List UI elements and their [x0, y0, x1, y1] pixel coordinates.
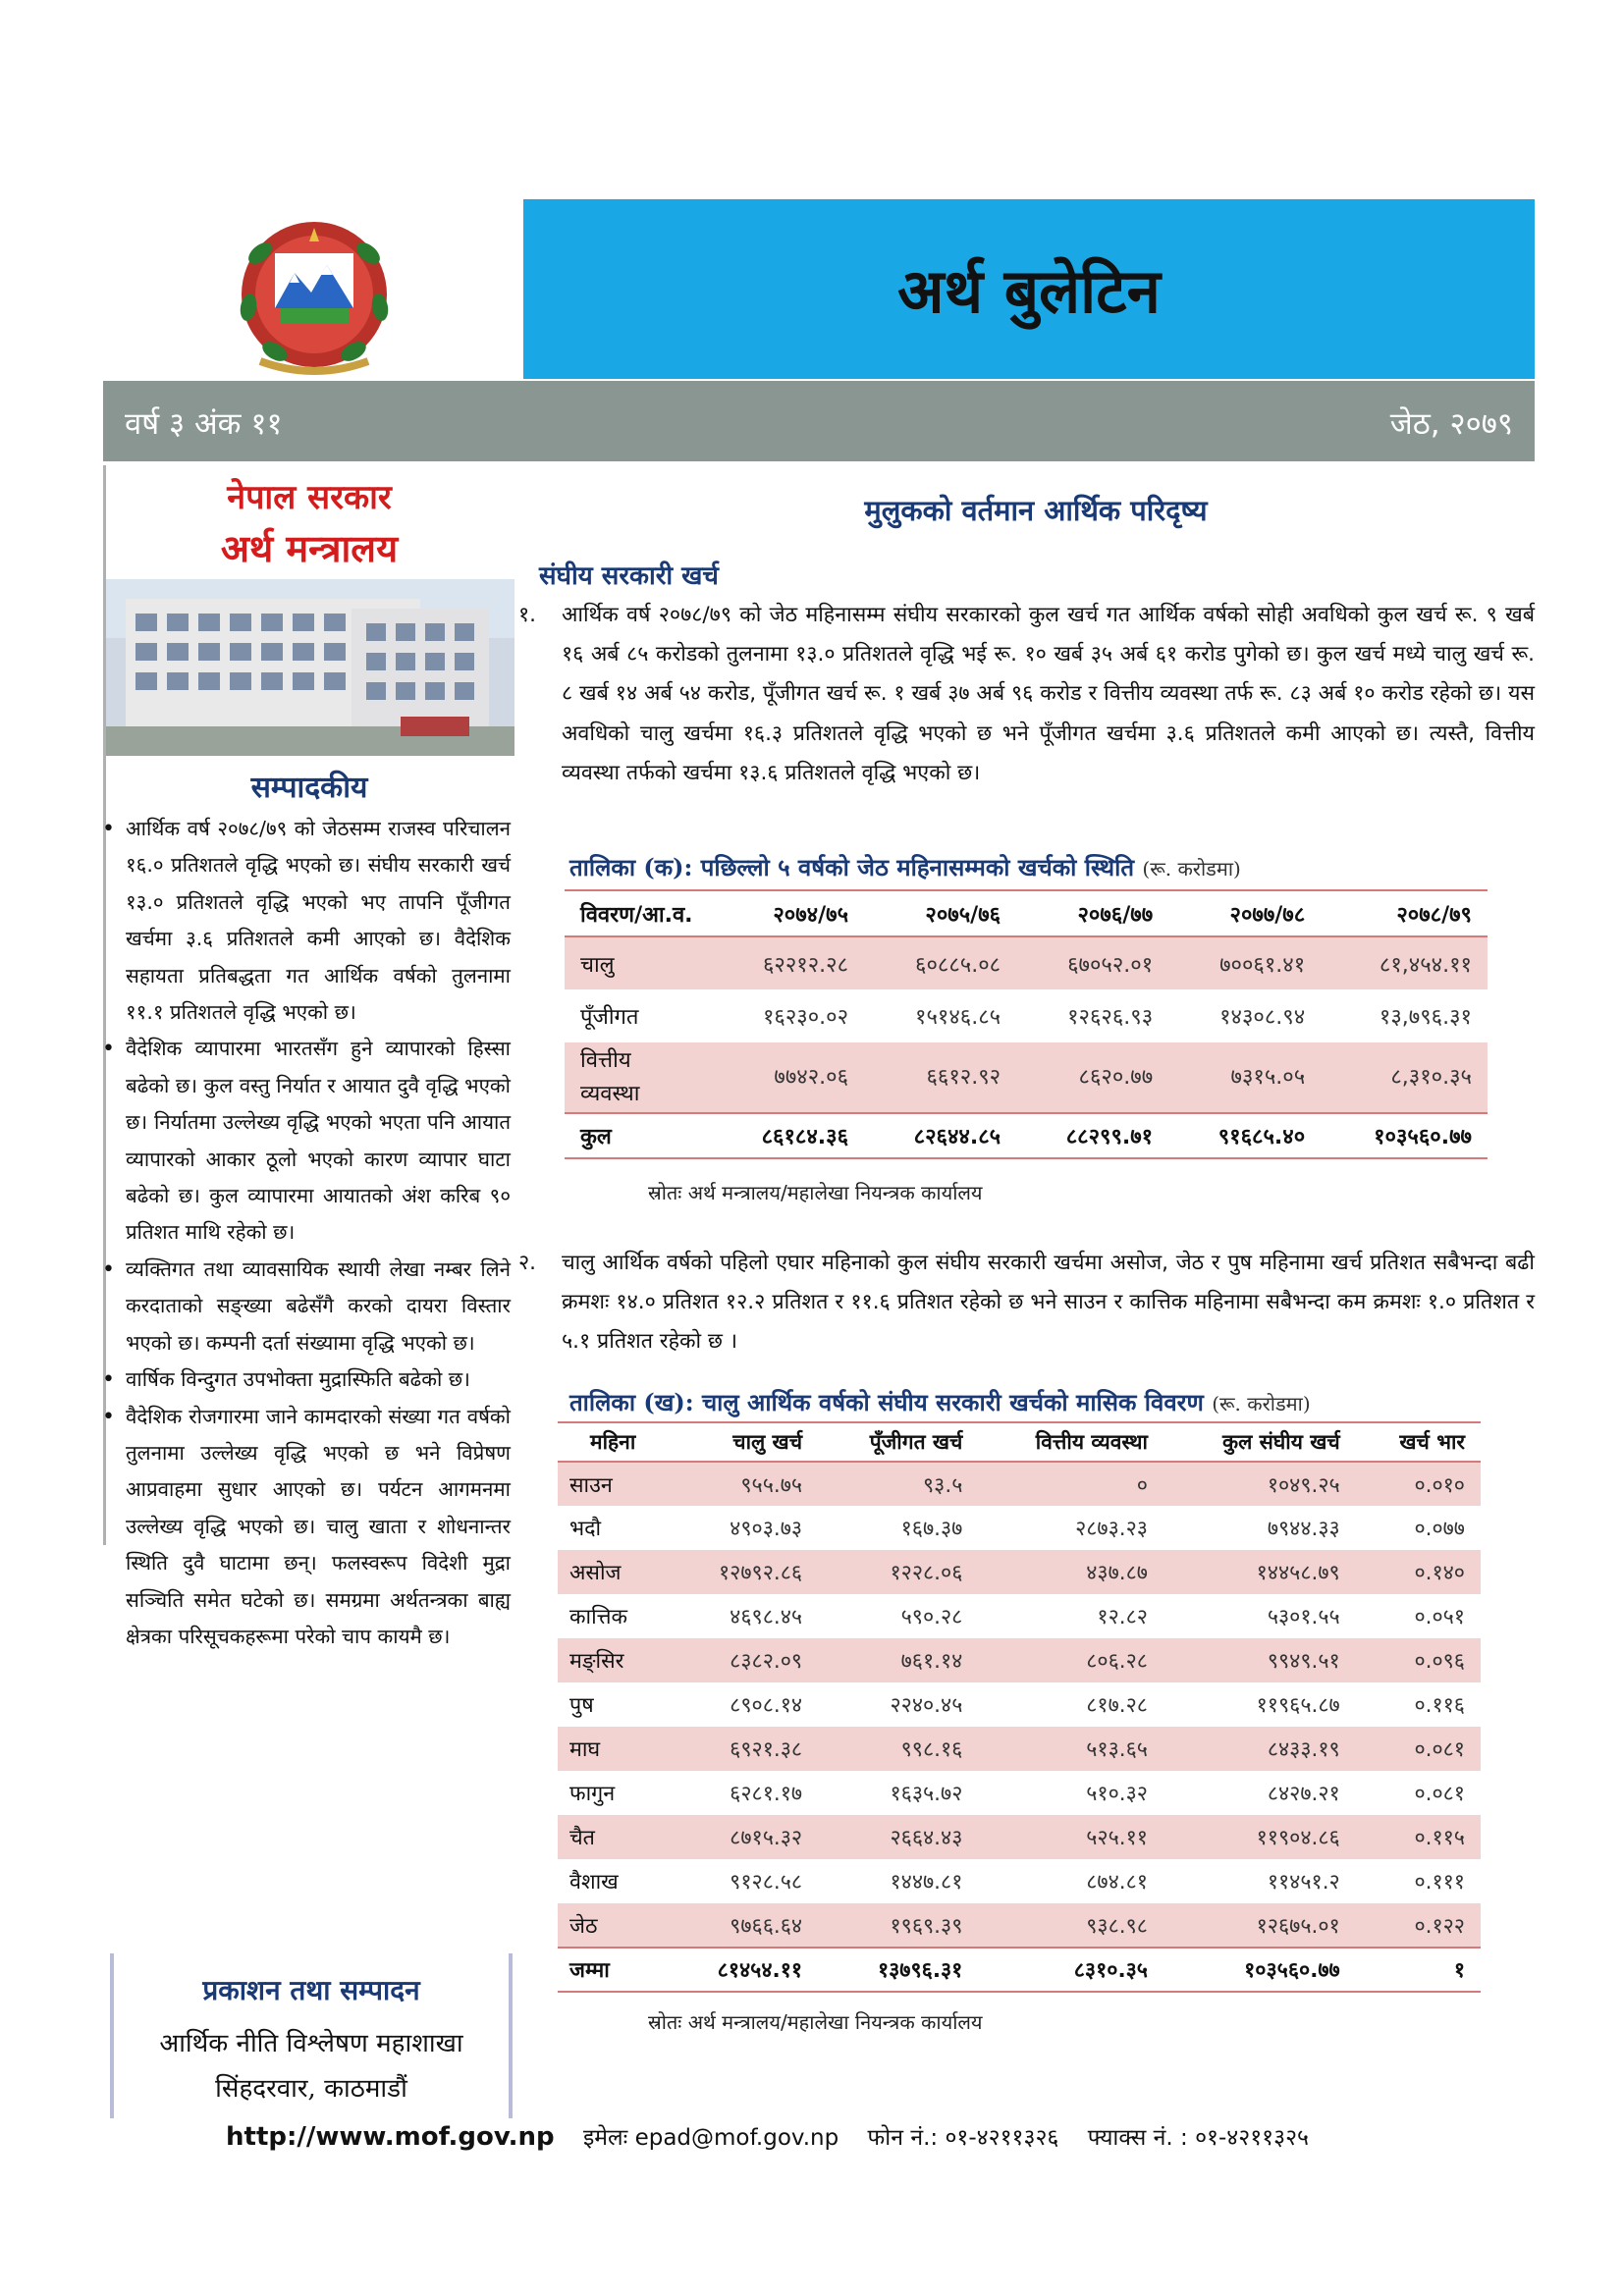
list-item: • वार्षिक विन्दुगत उपभोक्ता मुद्रास्फिति बढेको छ। — [98, 1362, 511, 1398]
table-cell: साउन — [558, 1462, 668, 1506]
list-item: • व्यक्तिगत तथा व्यावसायिक स्थायी लेखा नम्बर लिने करदाताको सङ्ख्या बढेसँगै करको दायरा विस्तार भएको छ। कम्पनी दर्ता संख्यामा वृद्धि भएको छ। — [98, 1252, 511, 1362]
table-cell: ६२२१२.२८ — [712, 936, 864, 989]
table-cell: ९३८.९८ — [978, 1903, 1163, 1948]
table-cell: ५३०१.५५ — [1267, 1605, 1340, 1629]
fax-text: फ्याक्स नं. : ०१-४२११३२५ — [1087, 2125, 1310, 2151]
column-header: खर्च भार — [1356, 1422, 1481, 1462]
paragraph-2 — [518, 1244, 1535, 1362]
table-cell: ८२६४४.८५ — [864, 1113, 1016, 1158]
phone-text: फोन नं.: ०१-४२११३२६ — [867, 2125, 1059, 2151]
paragraph-text: आर्थिक वर्ष २०७८/७९ को जेठ महिनासम्म संघीय सरकारको कुल खर्च गत आर्थिक वर्षको सोही अवधिको कुल खर्च रू. ९ खर्ब १६ अर्ब ८५ करोडको तुलनामा १३.० प्रतिशतले वृद्धि भई रू. १० खर्ब ३५ अर्ब ६१ करोड पुगेको छ। कुल खर्च मध्ये चालु खर्च रू. ८ खर्ब १४ अर्ब ५४ करोड, पूँजीगत खर्च रू. १ खर्ब ३७ अर्ब ९६ करोड र वित्तीय व्यवस्था तर्फ रू. ८३ अर्ब १० करोड रहेको छ। यस अवधिको चालु खर्चमा १६.३ प्रतिशतले वृद्धि भएको छ भने पूँजीगत खर्चमा ३.६ प्रतिशतले कमी आएको छ। त्यस्तै, वित्तीय व्यवस्था तर्फको खर्चमा १३.६ प्रतिशतले वृद्धि भएको छ। — [562, 603, 1535, 785]
table-cell: ६२८१.१७ — [730, 1782, 803, 1806]
table-cell: ७३१५.०५ — [1168, 1042, 1321, 1113]
table-header-row — [558, 1422, 1481, 1462]
website-link[interactable]: http://www.mof.gov.np — [226, 2122, 555, 2152]
ministry-name: अर्थ मन्त्रालय — [220, 526, 399, 570]
table-cell: ८६१८४.३६ — [712, 1113, 864, 1158]
table-cell: ८४३३.१९ — [1163, 1727, 1356, 1771]
table-cell: ७७४२.०६ — [712, 1042, 864, 1113]
paragraph-1 — [518, 596, 1535, 793]
nepal-emblem-icon — [221, 214, 407, 381]
table-cell: ८०६.२८ — [978, 1638, 1163, 1682]
table-cell: वित्तीय व्यवस्था — [565, 1042, 712, 1113]
table-cell: २८७३.२३ — [1075, 1517, 1148, 1541]
footer-contact — [226, 2120, 1502, 2152]
table-a-title — [569, 851, 1241, 883]
table-cell: ५१०.३२ — [1086, 1782, 1148, 1806]
column-header: २०७७/७८ — [1168, 890, 1321, 936]
table-cell: ०.०१० — [1356, 1462, 1481, 1506]
table-cell: १०३५६०.७७ — [1321, 1113, 1488, 1158]
table-b-title-text: तालिका (ख): चालु आर्थिक वर्षको संघीय सरकारी खर्चको मासिक विवरण — [569, 1388, 1204, 1416]
table-cell: वैशाख — [569, 1870, 619, 1895]
table-cell: ०.०८१ — [1356, 1727, 1481, 1771]
table-cell: ०.१११ — [1414, 1870, 1465, 1895]
table-cell: ५१३.६५ — [978, 1727, 1163, 1771]
table-cell: १ — [1356, 1948, 1481, 1992]
table-cell: १२.८२ — [1097, 1605, 1148, 1629]
table-cell: ६०८८५.०८ — [864, 936, 1016, 989]
table-cell: ०.१४० — [1356, 1550, 1481, 1594]
table-cell: ८७१५.३२ — [668, 1815, 818, 1859]
list-item: • वैदेशिक व्यापारमा भारतसँग हुने व्यापारको हिस्सा बढेको छ। कुल वस्तु निर्यात र आयात दुवै वृद्धि भएको छ। निर्यातमा उल्लेख्य वृद्धि भएको भएता पनि आयात व्यापारको आकार ठूलो भएको कारण व्यापार घाटा बढेको छ। कुल व्यापारमा आयातको अंश करिब ९० प्रतिशत माथि रहेको छ। — [98, 1031, 511, 1251]
table-cell: ८७४.८१ — [1086, 1870, 1148, 1895]
column-header: २०७८/७९ — [1321, 890, 1488, 936]
table-cell: १४३०८.९४ — [1219, 1005, 1306, 1030]
column-header: कुल संघीय खर्च — [1163, 1422, 1356, 1462]
table-cell: १२६७५.०१ — [1163, 1903, 1356, 1948]
bulletin-title: अर्थ बुलेटिन — [897, 254, 1161, 327]
table-cell: ५२५.११ — [978, 1815, 1163, 1859]
table-cell: ० — [978, 1462, 1163, 1506]
table-cell: ८३८२.०९ — [668, 1638, 818, 1682]
paragraph-number: १. — [518, 603, 537, 627]
table-row — [558, 1727, 1481, 1771]
table-cell: चैत — [558, 1815, 668, 1859]
table-cell: ४९०३.७३ — [730, 1517, 803, 1541]
table-cell: भदौ — [569, 1517, 602, 1541]
table-cell: १६७.३७ — [900, 1517, 963, 1541]
issue-number: वर्ष ३ अंक ११ — [125, 406, 283, 442]
table-cell: १४४५८.७९ — [1163, 1550, 1356, 1594]
table-cell: कुल — [565, 1113, 712, 1158]
table-cell: ११९६५.८७ — [1256, 1693, 1340, 1718]
table-cell: फागुन — [569, 1782, 616, 1806]
table-cell: १४४७.८१ — [890, 1870, 963, 1895]
table-row — [558, 1682, 1481, 1727]
table-b-source: स्रोतः अर्थ मन्त्रालय/महालेखा नियन्त्रक कार्यालय — [648, 2010, 983, 2034]
table-cell: पूँजीगत — [580, 1005, 639, 1030]
column-header: २०७६/७७ — [1016, 890, 1168, 936]
table-cell: ९३.५ — [818, 1462, 978, 1506]
table-cell: १६२३०.०२ — [762, 1005, 849, 1030]
monthly-expenditure-table — [558, 1421, 1481, 1993]
table-row — [558, 1506, 1481, 1550]
table-cell: ९५५.७५ — [668, 1462, 818, 1506]
issue-bar — [103, 381, 1535, 461]
column-header: चालु खर्च — [668, 1422, 818, 1462]
table-total-row — [558, 1948, 1481, 1992]
table-header-row — [565, 890, 1488, 936]
table-cell: पुष — [569, 1693, 594, 1718]
list-item: • वैदेशिक रोजगारमा जाने कामदारको संख्या गत वर्षको तुलनामा उल्लेख्य वृद्धि भएको छ भने विप्रेषण आप्रवाहमा सुधार आएको छ। पर्यटन आगमनमा उल्लेख्य वृद्धि भएको छ। चालु खाता र शोधनान्तर स्थिति दुवै घाटामा छन्। फलस्वरूप विदेशी मुद्रा सञ्चिति समेत घटेको छ। समग्रमा अर्थतन्त्रका बाह्य क्षेत्रका परिसूचकहरूमा परेको चाप कायमै छ। — [98, 1399, 511, 1656]
table-a-unit: (रू. करोडमा) — [1142, 857, 1241, 881]
main-heading: मुलुकको वर्तमान आर्थिक परिदृष्य — [864, 494, 1208, 527]
column-header: महिना — [558, 1422, 668, 1462]
table-cell: ०.११६ — [1414, 1693, 1465, 1718]
table-total-row — [565, 1113, 1488, 1158]
section-heading: संघीय सरकारी खर्च — [539, 561, 719, 591]
table-b-unit: (रू. करोडमा) — [1212, 1392, 1311, 1415]
table-a-source: स्रोतः अर्थ मन्त्रालय/महालेखा नियन्त्रक कार्यालय — [648, 1181, 983, 1204]
publication-heading: प्रकाशन तथा सम्पादन — [202, 1974, 420, 2006]
table-cell: ११९०४.८६ — [1163, 1815, 1356, 1859]
table-cell: ९१६८५.४० — [1168, 1113, 1321, 1158]
publication-division: आर्थिक नीति विश्लेषण महाशाखा — [159, 2029, 463, 2058]
table-cell: ५९०.२८ — [900, 1605, 963, 1629]
table-cell: ९९८.१६ — [818, 1727, 978, 1771]
table-cell: ०.१२२ — [1356, 1903, 1481, 1948]
table-cell: ८१४५४.११ — [668, 1948, 818, 1992]
expenditure-5yr-table — [565, 889, 1488, 1159]
publication-address: सिंहदरवार, काठमाडौं — [215, 2074, 407, 2104]
email-text: इमेलः epad@mof.gov.np — [582, 2125, 839, 2151]
government-name: नेपाल सरकार — [227, 478, 392, 517]
paragraph-text: चालु आर्थिक वर्षको पहिलो एघार महिनाको कुल संघीय सरकारी खर्चमा असोज, जेठ र पुष महिनामा खर्च प्रतिशत सबैभन्दा बढी क्रमशः १४.० प्रतिशत १२.२ प्रतिशत र ११.६ प्रतिशत रहेको छ भने साउन र कात्तिक महिनामा सबैभन्दा कम क्रमशः १.० प्रतिशत र ५.१ प्रतिशत रहेको छ । — [562, 1251, 1535, 1355]
column-header: २०७५/७६ — [864, 890, 1016, 936]
table-cell: १९६९.३९ — [818, 1903, 978, 1948]
table-cell: ०.०९६ — [1356, 1638, 1481, 1682]
table-row — [558, 1859, 1481, 1903]
table-cell: २६६४.४३ — [818, 1815, 978, 1859]
table-cell: मङ्सिर — [558, 1638, 668, 1682]
table-cell: ०.०५१ — [1414, 1605, 1465, 1629]
table-cell: ८४२७.२१ — [1267, 1782, 1340, 1806]
table-cell: १३,७९६.३१ — [1379, 1005, 1472, 1030]
table-row — [558, 1594, 1481, 1638]
table-cell: १५१४६.८५ — [915, 1005, 1001, 1030]
table-a-title-text: तालिका (क): पछिल्लो ५ वर्षको जेठ महिनासम्मको खर्चको स्थिति — [569, 853, 1135, 881]
table-cell: ८१७.२८ — [1086, 1693, 1148, 1718]
table-cell: १०३५६०.७७ — [1163, 1948, 1356, 1992]
table-cell: ६७०५२.०१ — [1016, 936, 1168, 989]
table-cell: ४६९८.४५ — [730, 1605, 803, 1629]
table-cell: ७००६१.४१ — [1168, 936, 1321, 989]
table-cell: २२४०.४५ — [890, 1693, 963, 1718]
table-cell: १२७९२.८६ — [668, 1550, 818, 1594]
table-b-title — [569, 1386, 1311, 1418]
column-header: पूँजीगत खर्च — [818, 1422, 978, 1462]
table-cell: १२२८.०६ — [818, 1550, 978, 1594]
list-item: • आर्थिक वर्ष २०७८/७९ को जेठसम्म राजस्व परिचालन १६.० प्रतिशतले वृद्धि भएको छ। संघीय सरकारी खर्च १३.० प्रतिशतले वृद्धि भएको भए तापनि पूँजीगत खर्चमा ३.६ प्रतिशतले कमी आएको छ। वैदेशिक सहायता प्रतिबद्धता गत आर्थिक वर्षको तुलनामा ११.१ प्रतिशतले वृद्धि भएको छ। — [98, 811, 511, 1031]
issue-date: जेठ, २०७९ — [1389, 406, 1513, 442]
table-cell: माघ — [558, 1727, 668, 1771]
table-cell: ९९४९.५१ — [1163, 1638, 1356, 1682]
table-row — [558, 1815, 1481, 1859]
column-header: विवरण/आ.व. — [565, 890, 712, 936]
table-row — [558, 1550, 1481, 1594]
table-cell: ८१,४५४.११ — [1321, 936, 1488, 989]
table-row — [565, 936, 1488, 989]
table-cell: ०.०८१ — [1414, 1782, 1465, 1806]
table-cell: १२६२६.९३ — [1067, 1005, 1154, 1030]
table-row — [565, 1042, 1488, 1113]
table-cell: ७६१.१४ — [818, 1638, 978, 1682]
table-cell: चालु — [565, 936, 712, 989]
table-cell: ९७६६.६४ — [668, 1903, 818, 1948]
table-row — [558, 1903, 1481, 1948]
table-cell: ४३७.८७ — [978, 1550, 1163, 1594]
table-cell: ७९४४.३३ — [1267, 1517, 1340, 1541]
table-cell: ८९०८.१४ — [730, 1693, 803, 1718]
editorial-list — [98, 811, 511, 1655]
paragraph-number: २. — [518, 1251, 537, 1275]
table-cell: ८६२०.७७ — [1016, 1042, 1168, 1113]
table-cell: कात्तिक — [569, 1605, 628, 1629]
table-cell: ९१२८.५८ — [730, 1870, 803, 1895]
table-cell: ०.११५ — [1356, 1815, 1481, 1859]
table-cell: ०.०७७ — [1414, 1517, 1465, 1541]
ministry-building-photo — [106, 579, 514, 756]
table-row — [558, 1638, 1481, 1682]
table-row — [558, 1771, 1481, 1815]
table-cell: ८,३१०.३५ — [1321, 1042, 1488, 1113]
table-row — [558, 1462, 1481, 1506]
table-cell: जेठ — [558, 1903, 668, 1948]
table-cell: १०४९.२५ — [1163, 1462, 1356, 1506]
editorial-heading: सम्पादकीय — [250, 771, 368, 805]
table-cell: १६३५.७२ — [890, 1782, 963, 1806]
table-cell: जम्मा — [558, 1948, 668, 1992]
table-cell: ८८२९९.७१ — [1016, 1113, 1168, 1158]
table-cell: असोज — [558, 1550, 668, 1594]
column-header: वित्तीय व्यवस्था — [978, 1422, 1163, 1462]
bulletin-banner — [523, 199, 1535, 379]
publication-box — [110, 1953, 513, 2118]
table-cell: ८३१०.३५ — [978, 1948, 1163, 1992]
table-row — [565, 989, 1488, 1042]
table-cell: ६६१२.९२ — [864, 1042, 1016, 1113]
table-cell: ६९२१.३८ — [668, 1727, 818, 1771]
table-cell: १३७९६.३१ — [818, 1948, 978, 1992]
table-cell: ११४५१.२ — [1267, 1870, 1340, 1895]
column-header: २०७४/७५ — [712, 890, 864, 936]
